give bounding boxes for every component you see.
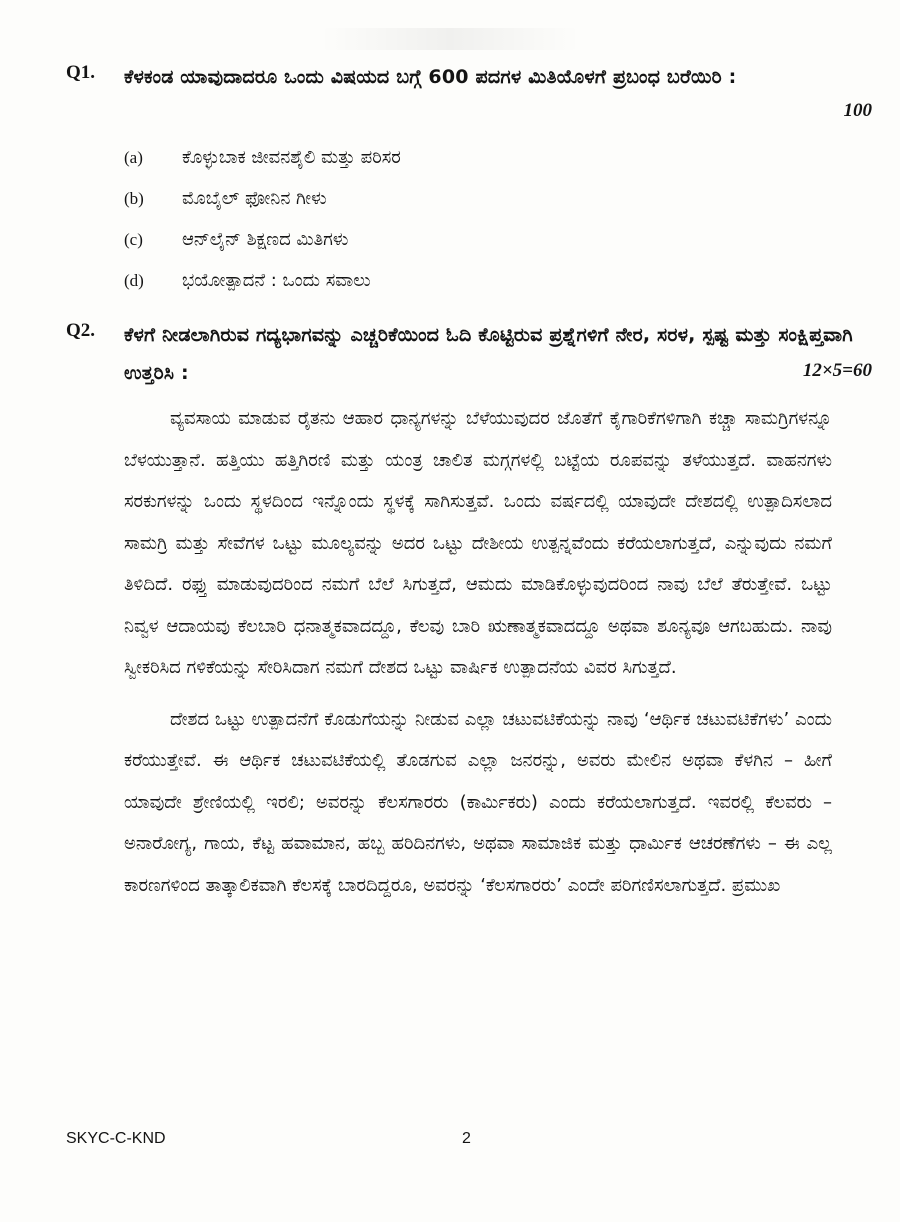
option-b <box>124 178 401 219</box>
option-label: (c) <box>124 229 143 249</box>
passage-paragraph-2: ದೇಶದ ಒಟ್ಟು ಉತ್ಪಾದನೆಗೆ ಕೊಡುಗೆಯನ್ನು ನೀಡುವ ಎಲ್ಲಾ ಚಟುವಟಿಕೆಯನ್ನು ನಾವು ‘ಆರ್ಥಿಕ ಚಟುವಟಿಕೆಗಳು’ ಎಂದು ಕರೆಯುತ್ತೇವೆ. ಈ ಆರ್ಥಿಕ ಚಟುವಟಿಕೆಯಲ್ಲಿ ತೊಡಗುವ ಎಲ್ಲಾ ಜನರನ್ನು, ಅವರು ಮೇಲಿನ ಅಥವಾ ಕೆಳಗಿನ – ಹೀಗೆ ಯಾವುದೇ ಶ್ರೇಣಿಯಲ್ಲಿ ಇರಲಿ; ಅವರನ್ನು ಕೆಲಸಗಾರರು (ಕಾರ್ಮಿಕರು) ಎಂದು ಕರೆಯಲಾಗುತ್ತದೆ. ಇವರಲ್ಲಿ ಕೆಲವರು – ಅನಾರೋಗ್ಯ, ಗಾಯ, ಕೆಟ್ಟ ಹವಾಮಾನ, ಹಬ್ಬ ಹರಿದಿನಗಳು, ಅಥವಾ ಸಾಮಾಜಿಕ ಮತ್ತು ಧಾರ್ಮಿಕ ಆಚರಣೆಗಳು – ಈ ಎಲ್ಲ ಕಾರಣಗಳಿಂದ ತಾತ್ಕಾಲಿಕವಾಗಿ ಕೆಲಸಕ್ಕೆ ಬಾರದಿದ್ದರೂ, ಅವರನ್ನು ‘ಕೆಲಸಗಾರರು’ ಎಂದೇ ಪರಿಗಣಿಸಲಾಗುತ್ತದೆ. ಪ್ರಮುಖ <box>124 708 832 896</box>
option-text: ಕೊಳ್ಳುಬಾಕ ಜೀವನಶೈಲಿ ಮತ್ತು ಪರಿಸರ <box>182 147 401 168</box>
option-label: (d) <box>124 270 144 290</box>
option-c <box>124 219 401 260</box>
question-text: ಕೆಳಕಂಡ ಯಾವುದಾದರೂ ಒಂದು ವಿಷಯದ ಬಗ್ಗೆ 600 ಪದಗಳ ಮಿತಿಯೊಳಗೆ ಪ್ರಬಂಧ ಬರೆಯಿರಿ : <box>124 66 737 88</box>
option-d <box>124 260 401 301</box>
scan-smudge <box>320 28 580 50</box>
paper-code: SKYC-C-KND <box>66 1130 166 1147</box>
question-1 <box>66 58 872 121</box>
option-text: ಭಯೋತ್ಪಾದನೆ : ಒಂದು ಸವಾಲು <box>182 270 371 291</box>
option-list <box>124 137 401 301</box>
passage-paragraph-1: ವ್ಯವಸಾಯ ಮಾಡುವ ರೈತನು ಆಹಾರ ಧಾನ್ಯಗಳನ್ನು ಬೆಳೆಯುವುದರ ಜೊತೆಗೆ ಕೈಗಾರಿಕೆಗಳಿಗಾಗಿ ಕಚ್ಚಾ ಸಾಮಗ್ರಿಗಳನ್ನೂ ಬೆಳಯುತ್ತಾನೆ. ಹತ್ತಿಯು ಹತ್ತಿಗಿರಣಿ ಮತ್ತು ಯಂತ್ರ ಚಾಲಿತ ಮಗ್ಗಗಳಲ್ಲಿ ಬಟ್ಟೆಯ ರೂಪವನ್ನು ತಳೆಯುತ್ತದೆ. ವಾಹನಗಳು ಸರಕುಗಳನ್ನು ಒಂದು ಸ್ಥಳದಿಂದ ಇನ್ನೊಂದು ಸ್ಥಳಕ್ಕೆ ಸಾಗಿಸುತ್ತವೆ. ಒಂದು ವರ್ಷದಲ್ಲಿ ಯಾವುದೇ ದೇಶದಲ್ಲಿ ಉತ್ಪಾದಿಸಲಾದ ಸಾಮಗ್ರಿ ಮತ್ತು ಸೇವೆಗಳ ಒಟ್ಟು ಮೂಲ್ಯವನ್ನು ಅದರ ಒಟ್ಟು ದೇಶೀಯ ಉತ್ಪನ್ನವೆಂದು ಕರೆಯಲಾಗುತ್ತದೆ, ಎನ್ನುವುದು ನಮಗೆ ತಿಳಿದಿದೆ. ರಫ್ತು ಮಾಡುವುದರಿಂದ ನಮಗೆ ಬೆಲೆ ಸಿಗುತ್ತದೆ, ಆಮದು ಮಾಡಿಕೊಳ್ಳುವುದರಿಂದ ನಾವು ಬೆಲೆ ತೆರುತ್ತೇವೆ. ಒಟ್ಟು ನಿವ್ವಳ ಆದಾಯವು ಕೆಲಬಾರಿ ಧನಾತ್ಮಕವಾದದ್ದೂ, ಕೆಲವು ಬಾರಿ ಋಣಾತ್ಮಕವಾದದ್ದೂ ಅಥವಾ ಶೂನ್ಯವೂ ಆಗಬಹುದು. ನಾವು ಸ್ವೀಕರಿಸಿದ ಗಳಿಕೆಯನ್ನು ಸೇರಿಸಿದಾಗ ನಮಗೆ ದೇಶದ ಒಟ್ಟು ವಾರ್ಷಿಕ ಉತ್ಪಾದನೆಯ ವಿವರ ಸಿಗುತ್ತದೆ. <box>124 408 832 678</box>
question-text: ಕೆಳಗೆ ನೀಡಲಾಗಿರುವ ಗದ್ಯಭಾಗವನ್ನು ಎಚ್ಚರಿಕೆಯಿಂದ ಓದಿ ಕೊಟ್ಟಿರುವ ಪ್ರಶ್ನೆಗಳಿಗೆ ನೇರ, ಸರಳ, ಸ್ಪಷ್ಟ ಮತ್ತು ಸಂಕ್ಷಿಪ್ತವಾಗಿ ಉತ್ತರಿಸಿ : <box>124 324 853 384</box>
question-2 <box>66 316 872 392</box>
reading-passage <box>124 398 832 906</box>
option-label: (b) <box>124 188 144 208</box>
marks: 100 <box>843 100 872 121</box>
option-text: ಆನ್‌ಲೈನ್ ಶಿಕ್ಷಣದ ಮಿತಿಗಳು <box>182 229 349 250</box>
option-text: ಮೊಬೈಲ್ ಫೋನಿನ ಗೀಳು <box>182 188 327 209</box>
marks: 12×5=60 <box>802 360 872 381</box>
option-label: (a) <box>124 147 143 167</box>
page-number: 2 <box>462 1130 471 1147</box>
question-number: Q2. <box>66 320 96 341</box>
question-number: Q1. <box>66 62 96 83</box>
option-a <box>124 137 401 178</box>
